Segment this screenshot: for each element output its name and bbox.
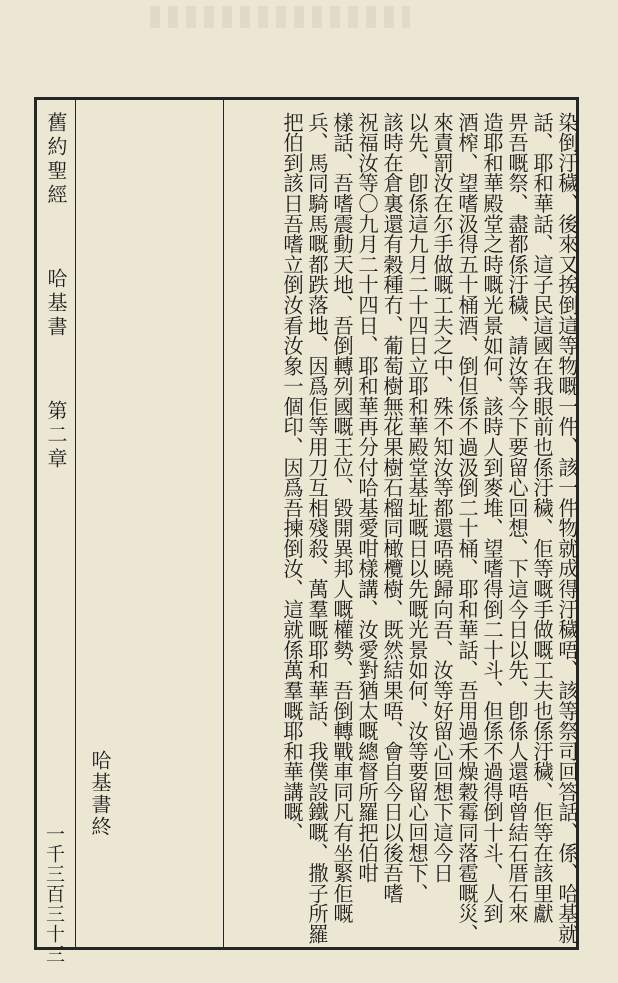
body-column: 染倒汙穢、後來又挨倒這等物嘅一件、該一件物就成得汙穢唔、該等祭司回答話、係、哈基就 [555, 112, 579, 944]
page-number: 一千三百三十三 [43, 824, 65, 964]
body-column: 酒榨、望嗜汲得五十桶酒、倒但係不過汲倒二十桶、耶和華話、吾用過禾燥穀霉同落雹嘅災、 [455, 112, 479, 944]
body-column: 兵、馬同騎馬嘅都跌落地、因爲佢等用刀互相殘殺、萬羣嘅耶和華話、我僕設鐵嘅、撒子所羅 [305, 112, 329, 944]
chapter-book: 哈基書 [44, 268, 68, 340]
header-rule [75, 100, 76, 947]
body-column: 祝福汝等〇九月二十四日、耶和華再分付哈基愛咁樣講、汝愛對猶太嘅總督所羅把伯咁 [355, 112, 379, 884]
chapter-number: 第二章 [44, 400, 68, 472]
page-frame [34, 97, 579, 964]
body-column: 樣話、吾嗜震動天地、吾倒轉列國嘅王位、毀開異邦人嘅權勢、吾倒轉戰車同凡有坐緊佢嘅 [330, 112, 354, 924]
body-column: 該時在倉裏還有穀種冇、葡萄樹無花果樹石榴同橄欖樹、既然結果唔、會自今日以後吾嗜 [380, 112, 404, 904]
body-column: 以先、卽係這九月二十四日立耶和華殿堂基址嘅日以先嘅光景如何、汝等要留心回想下、 [405, 112, 429, 904]
body-column: 造耶和華殿堂之時嘅光景如何、該時人到麥堆、望嗜得倒二十斗、但係不過得倒十斗、人到 [480, 112, 504, 924]
bleed-through-text [150, 6, 410, 28]
book-title: 舊約聖經 [44, 112, 68, 208]
body-left-rule [223, 100, 224, 947]
body-column: 來責罰汝在尔手做嘅工夫之中、殊不知汝等都還唔曉歸向吾、汝等好留心回想下這今日 [430, 112, 454, 884]
body-column: 把伯到該日吾嗜立倒汝看汝象一個印、因爲吾揀倒汝、這就係萬羣嘅耶和華講嘅、 [280, 112, 304, 843]
end-of-book-mark: 哈基書終 [88, 750, 112, 838]
body-column: 畀吾嘅祭、盡都係汙穢、請汝等今下要留心回想、下這今日以先、卽係人還唔曾結石厝石來 [505, 112, 529, 924]
body-column: 話、耶和華話、這子民這國在我眼前也係汙穢、佢等嘅手做嘅工夫也係汙穢、佢等在該里獻 [530, 112, 554, 924]
